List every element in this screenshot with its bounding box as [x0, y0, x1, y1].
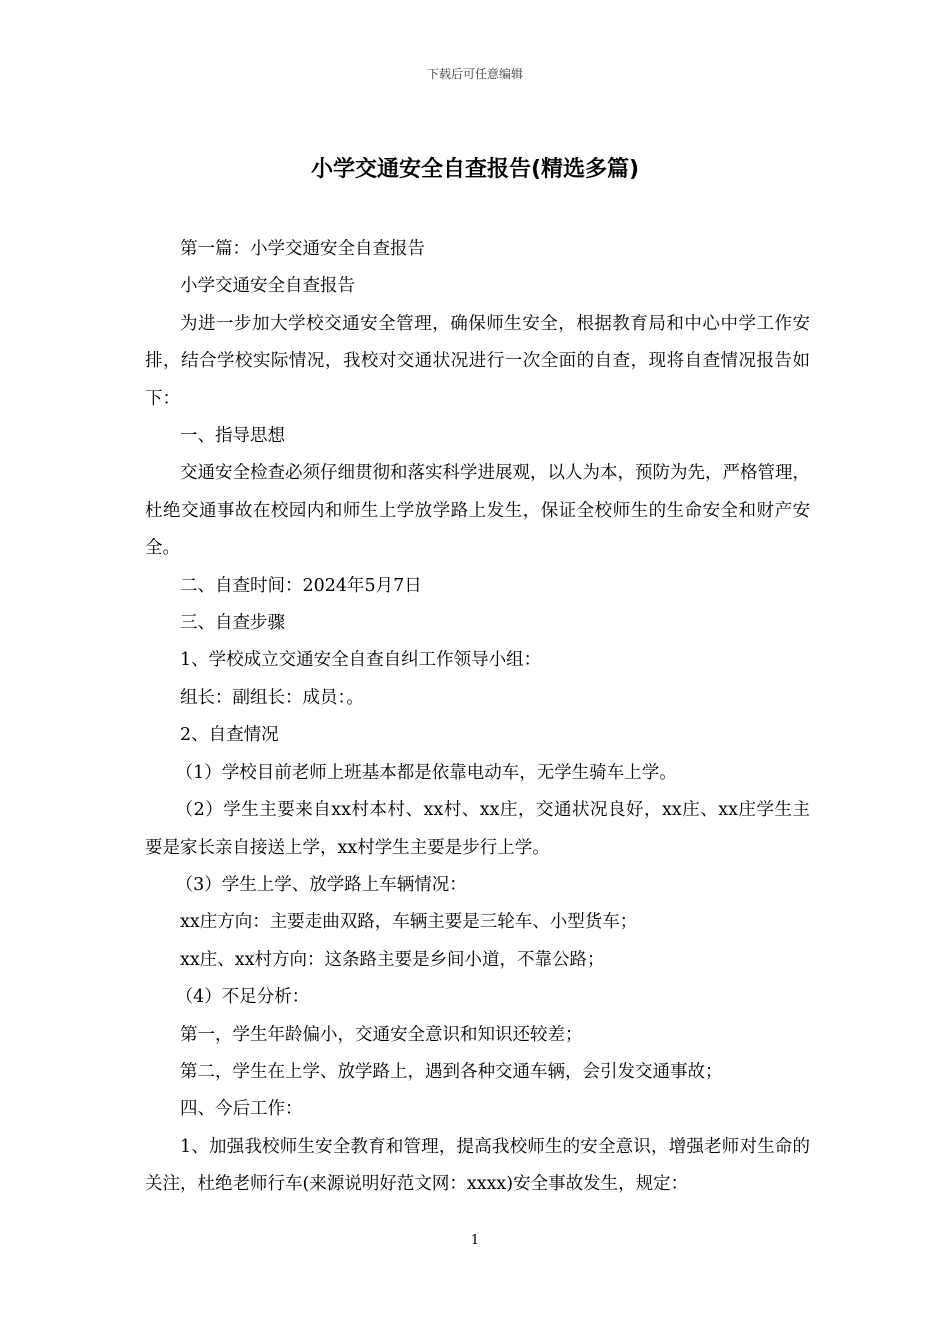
status-item-1: （1）学校目前老师上班基本都是依靠电动车，无学生骑车上学。 [175, 762, 677, 783]
deficiency-1: 第一，学生年龄偏小，交通安全意识和知识还较差； [180, 1024, 583, 1045]
group-members-line: 组长：副组长：成员：。 [180, 687, 364, 708]
status-item-3: （3）学生上学、放学路上车辆情况： [175, 874, 467, 895]
status-item-4: （4）不足分析： [175, 987, 310, 1008]
page-header: 下载后可任意编辑 [426, 67, 523, 81]
report-subtitle: 小学交通安全自查报告 [180, 276, 355, 297]
heading-guiding-ideology: 一、指导思想 [180, 426, 285, 447]
intro-paragraph: 为进一步加大学校交通安全管理，确保师生安全，根据教育局和中心中学工作安排，结合学校实际情况，我校对交通状况进行一次全面的自查，现将自查情况报告如下： [145, 313, 810, 409]
inspection-date: 二、自查时间：2024年5月7日 [180, 575, 422, 596]
page-number: 1 [470, 1233, 480, 1248]
document-title: 小学交通安全自查报告(精选多篇) [310, 157, 640, 182]
section-heading-part-one: 第一篇：小学交通安全自查报告 [180, 239, 425, 259]
heading-inspection-status: 2、自查情况 [180, 725, 279, 746]
document-body [145, 231, 810, 1204]
deficiency-2: 第二，学生在上学、放学路上，遇到各种交通车辆，会引发交通事故； [180, 1061, 723, 1082]
guiding-ideology-paragraph: 交通安全检查必须仔细贯彻和落实科学进展观，以人为本，预防为先，严格管理，杜绝交通事故在校园内和师生上学放学路上发生，保证全校师生的生命安全和财产安全。 [145, 463, 810, 559]
heading-inspection-steps: 三、自查步骤 [180, 613, 285, 634]
route-line-2: xx庄、xx村方向：这条路主要是乡间小道，不靠公路； [180, 949, 605, 970]
step-one-paragraph: 1、学校成立交通安全自查自纠工作领导小组： [180, 650, 542, 671]
status-item-2: （2）学生主要来自xx村本村、xx村、xx庄，交通状况良好，xx庄、xx庄学生主要是家长亲自接送上学，xx村学生主要是步行上学。 [145, 800, 810, 858]
heading-future-work: 四、今后工作： [180, 1099, 303, 1120]
future-work-item-1: 1、加强我校师生安全教育和管理，提高我校师生的安全意识，增强老师对生命的关注，杜绝老师行车(来源说明好范文网：xxxx)安全事故发生，规定： [145, 1136, 810, 1195]
route-line-1: xx庄方向：主要走曲双路，车辆主要是三轮车、小型货车； [180, 912, 638, 933]
